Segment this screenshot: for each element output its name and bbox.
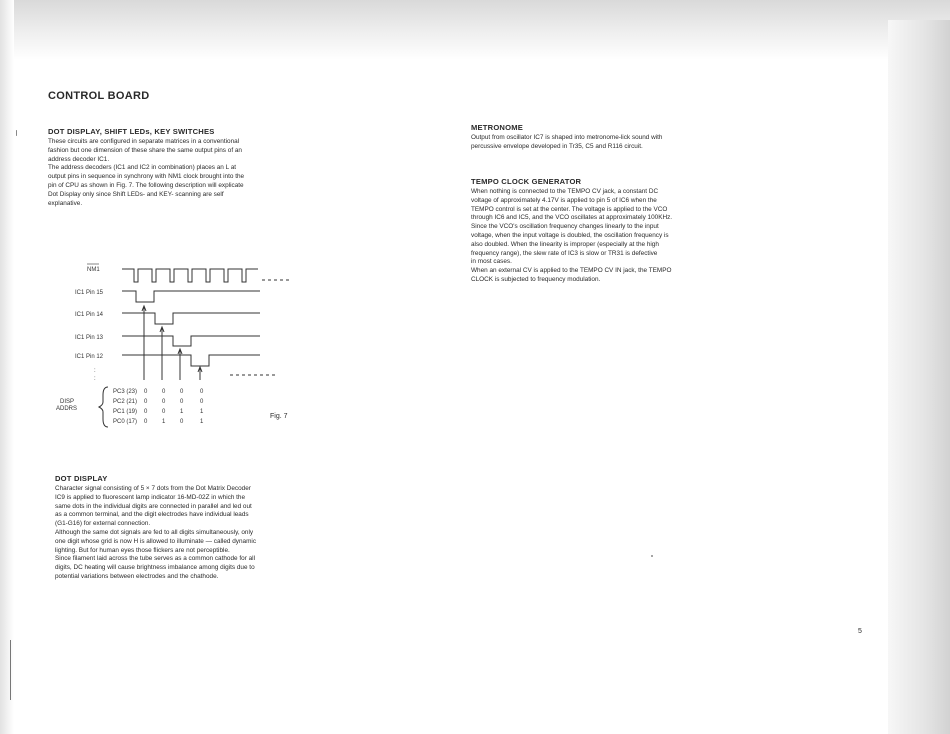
vertical-dots: : bbox=[94, 376, 96, 382]
address-value: 1 bbox=[200, 409, 204, 415]
text-line: potential variations between electrodes and the chathode. bbox=[55, 572, 219, 580]
section-body-dot-display-shift-leds bbox=[48, 138, 296, 208]
clock-waveform bbox=[122, 269, 258, 282]
text-line: Since filament laid across the tube serves as a common cathode for all bbox=[55, 555, 255, 563]
address-table bbox=[113, 389, 204, 425]
text-line: These circuits are configured in separate matrices in a conventional bbox=[48, 138, 240, 145]
section-heading-dot-display-shift-leds: DOT DISPLAY, SHIFT LEDs, KEY SWITCHES bbox=[48, 127, 215, 136]
address-value: 0 bbox=[180, 399, 184, 405]
section-heading-metronome: METRONOME bbox=[471, 123, 524, 132]
address-value: 0 bbox=[162, 409, 166, 415]
disp-label: DISP bbox=[60, 399, 75, 405]
address-value: 0 bbox=[162, 389, 166, 395]
text-line: in most cases. bbox=[471, 258, 512, 266]
page-number: 5 bbox=[858, 628, 862, 635]
address-value: 0 bbox=[180, 419, 184, 425]
address-value: 1 bbox=[200, 419, 204, 425]
text-line: (G1-G16) for external connection. bbox=[55, 520, 151, 528]
address-value: 0 bbox=[200, 399, 204, 405]
address-value: 0 bbox=[144, 409, 148, 415]
pin-label: IC1 Pin 15 bbox=[75, 290, 104, 296]
text-line: through IC6 and IC5, and the VCO oscillates at approximately 100KHz. bbox=[471, 214, 673, 222]
text-line: output pins in sequence in synchrony with NM1 clock brought into the bbox=[48, 173, 245, 181]
text-line: When an external CV is applied to the TEMPO CV IN jack, the TEMPO bbox=[471, 267, 672, 275]
text-line: fashion but one dimension of these share the same output pins of an bbox=[48, 146, 242, 154]
address-row-name: PC3 (23) bbox=[113, 389, 138, 395]
text-line: The address decoders (IC1 and IC2 in combination) places an L at bbox=[48, 164, 237, 172]
text-line: as a common terminal, and the digit electrodes have individual leads bbox=[55, 511, 249, 519]
text-line: When nothing is connected to the TEMPO CV jack, a constant DC bbox=[471, 188, 659, 195]
text-line: Although the same dot signals are fed to all digits simultaneously, only bbox=[55, 528, 254, 536]
address-value: 0 bbox=[144, 389, 148, 395]
scan-shadow-left bbox=[0, 0, 14, 734]
text-line: Dot Display only since Shift LEDs- and KEY- scanning are self bbox=[48, 190, 224, 198]
pin12-waveform bbox=[122, 355, 260, 366]
text-line: voltage of approximately 4.17V is applied to pin 5 of IC6 when the bbox=[471, 196, 657, 204]
address-value: 1 bbox=[180, 409, 184, 415]
text-line: address decoder IC1. bbox=[48, 155, 110, 163]
address-value: 0 bbox=[144, 399, 148, 405]
text-line: Since the VCO's oscillation frequency changes linearly to the input bbox=[471, 223, 659, 231]
text-line: Character signal consisting of 5 × 7 dots from the Dot Matrix Decoder bbox=[55, 485, 251, 492]
scan-shadow-top bbox=[0, 0, 950, 60]
pin-label: IC1 Pin 12 bbox=[75, 354, 104, 360]
address-row-name: PC1 (19) bbox=[113, 409, 138, 415]
text-line: pin of CPU as shown in Fig. 7. The following description will explicate bbox=[48, 181, 244, 189]
pin-label: IC1 Pin 14 bbox=[75, 312, 104, 318]
section-body-dot-display bbox=[55, 485, 303, 582]
address-brace bbox=[99, 387, 108, 427]
address-value: 1 bbox=[162, 419, 166, 425]
text-line: percussive envelope developed in Tr35, C5 and R116 circuit. bbox=[471, 142, 643, 150]
address-value: 0 bbox=[180, 389, 184, 395]
addrs-label: ADDRS bbox=[56, 406, 78, 412]
scan-speck bbox=[16, 130, 17, 136]
text-line: frequency range), the slew rate of IC3 is slow or TR31 is defective bbox=[471, 249, 658, 257]
address-value: 0 bbox=[144, 419, 148, 425]
text-line: lighting. But for human eyes those flickers are not perceptible. bbox=[55, 546, 230, 554]
address-row-name: PC0 (17) bbox=[113, 419, 138, 425]
figure-label: Fig. 7 bbox=[270, 413, 288, 420]
section-body-metronome bbox=[471, 134, 725, 152]
section-heading-tempo-clock: TEMPO CLOCK GENERATOR bbox=[471, 177, 582, 186]
timing-diagram-fig7 bbox=[56, 255, 300, 435]
text-line: TEMPO control is set at the center. The voltage is applied to the VCO bbox=[471, 205, 668, 213]
section-body-tempo-clock bbox=[471, 188, 725, 285]
page-title: CONTROL BOARD bbox=[48, 90, 150, 102]
text-line: Output from oscillator IC7 is shaped into metronome-lick sound with bbox=[471, 134, 663, 141]
address-row-name: PC2 (21) bbox=[113, 399, 138, 405]
pin14-waveform bbox=[122, 313, 260, 324]
text-line: CLOCK is subjected to frequency modulation. bbox=[471, 275, 601, 283]
text-line: explanative. bbox=[48, 199, 83, 207]
address-value: 0 bbox=[162, 399, 166, 405]
pin15-waveform bbox=[122, 291, 260, 302]
pin13-waveform bbox=[122, 336, 260, 346]
pin-label: IC1 Pin 13 bbox=[75, 335, 104, 341]
text-line: voltage, when the input voltage is doubled, the oscillation frequency is bbox=[471, 231, 669, 239]
clock-label: NM1 bbox=[87, 267, 100, 273]
text-line: same dots in the individual digits are connected in parallel and led out bbox=[55, 502, 252, 510]
page-binding-edge bbox=[888, 20, 950, 734]
address-value: 0 bbox=[200, 389, 204, 395]
text-line: digits, DC heating will cause brightness imbalance among digits due to bbox=[55, 564, 255, 572]
scan-artifact-line bbox=[10, 640, 11, 700]
section-heading-dot-display: DOT DISPLAY bbox=[55, 474, 108, 483]
vertical-dots: : bbox=[94, 368, 96, 374]
scan-speck bbox=[651, 555, 653, 557]
text-line: IC9 is applied to fluorescent lamp indicator 16-MD-02Z in which the bbox=[55, 493, 246, 501]
text-line: one digit whose grid is now H is allowed to illuminate — called dynamic bbox=[55, 537, 257, 545]
text-line: also doubled. When the linearity is improper (especially at the high bbox=[471, 240, 659, 248]
